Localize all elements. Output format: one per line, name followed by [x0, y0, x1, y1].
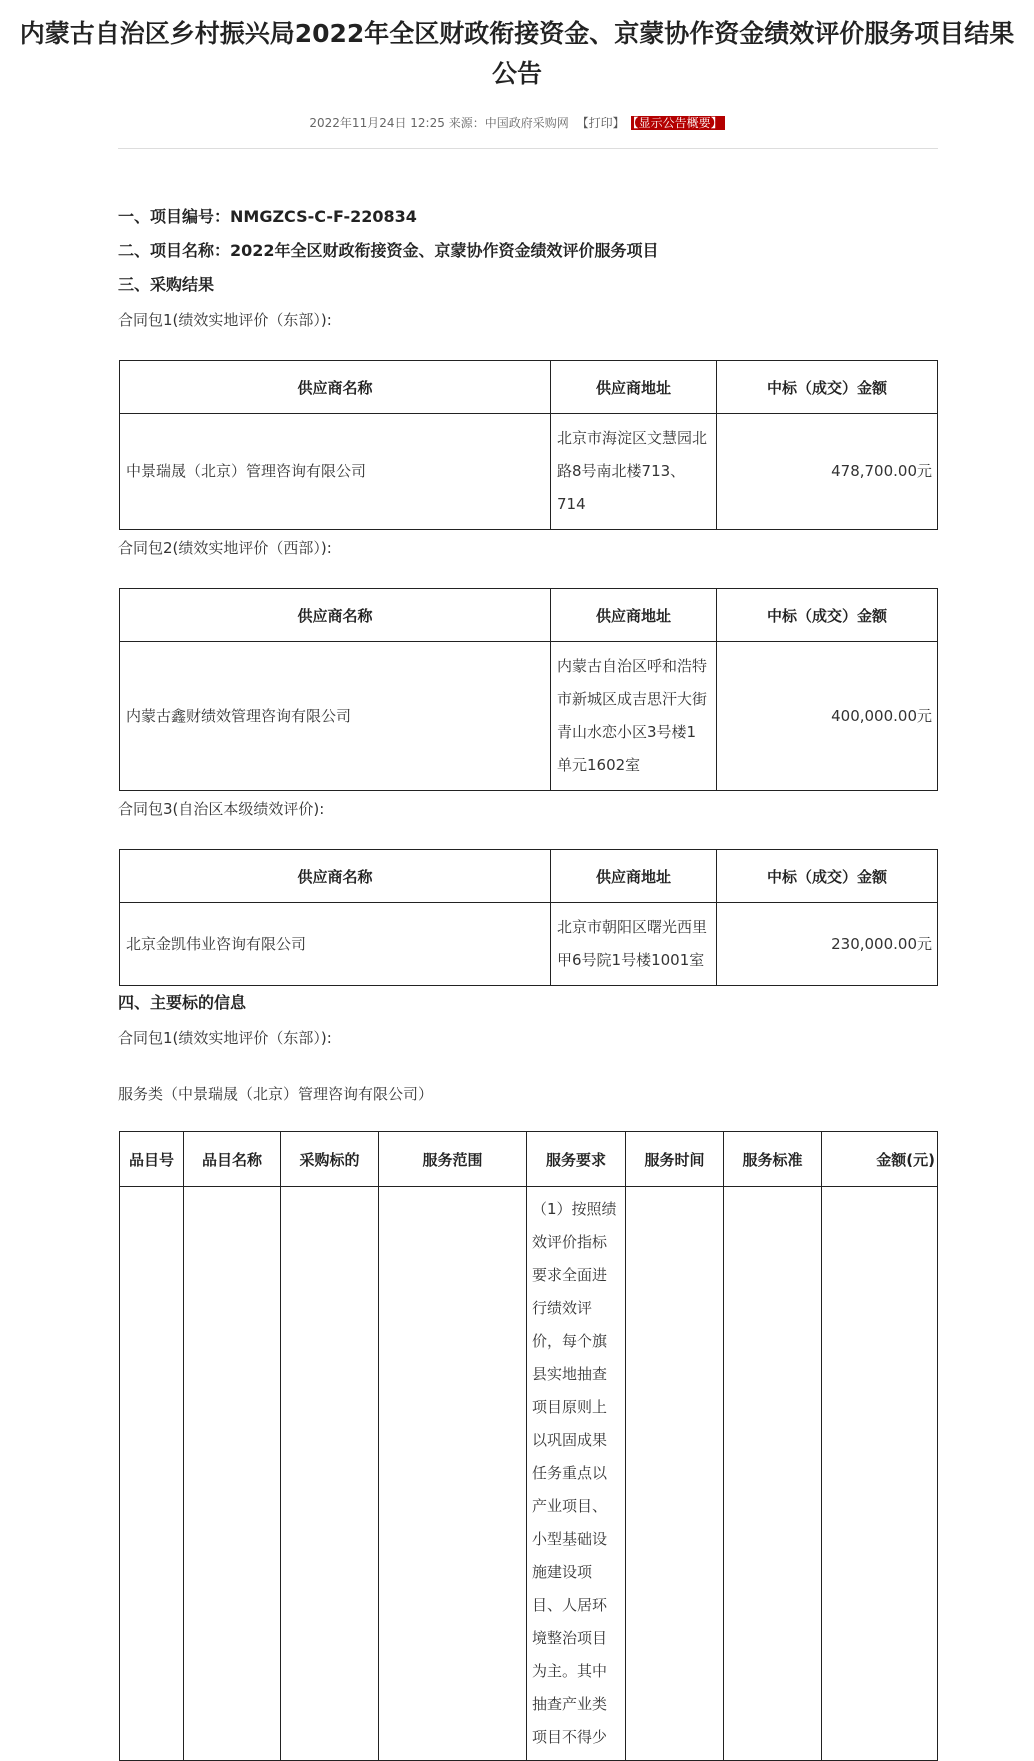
header-service-scope: 服务范围 — [379, 1132, 527, 1187]
package-3-label: 合同包3(自治区本级绩效评价): — [118, 800, 325, 818]
main-items-table — [119, 1131, 938, 1761]
package-3-result-table — [119, 849, 938, 986]
table-row — [120, 642, 938, 791]
header-supplier-address: 供应商地址 — [551, 589, 717, 642]
notice-meta — [0, 113, 1034, 133]
package-2-label: 合同包2(绩效实地评价（西部）): — [118, 539, 332, 557]
supplier-name: 北京金凯伟业咨询有限公司 — [120, 903, 551, 986]
service-scope-cell — [379, 1187, 527, 1761]
header-item-number: 品目号 — [120, 1132, 184, 1187]
procurement-result-heading: 三、采购结果 — [118, 275, 215, 294]
table-row — [120, 1187, 938, 1761]
main-item-info-heading: 四、主要标的信息 — [118, 993, 247, 1012]
package-1-result-table — [119, 360, 938, 530]
procurement-subject-cell — [281, 1187, 379, 1761]
page-title: 内蒙古自治区乡村振兴局2022年全区财政衔接资金、京蒙协作资金绩效评价服务项目结果公告 — [19, 19, 1015, 88]
service-requirement-cell: （1）按照绩效评价指标要求全面进行绩效评价，每个旗县实地抽查项目原则上以巩固成果任务重点以产业项目、小型基础设施建设项目、人居环境整治项目为主。其中抽查产业类项目不得少 — [527, 1187, 626, 1761]
project-number: 一、项目编号：NMGZCS-C-F-220834 — [118, 207, 417, 226]
publish-date: 2022年11月24日 12:25 — [309, 116, 445, 130]
header-supplier-name: 供应商名称 — [120, 361, 551, 414]
award-amount: 478,700.00元 — [717, 414, 938, 530]
item-number-cell — [120, 1187, 184, 1761]
print-link[interactable]: 【打印】 — [576, 116, 625, 130]
supplier-address: 内蒙古自治区呼和浩特市新城区成吉思汗大街青山水恋小区3号楼1单元1602室 — [551, 642, 717, 791]
table-header-row — [120, 361, 938, 414]
header-amount: 金额(元) — [822, 1132, 938, 1187]
package-1-label: 合同包1(绩效实地评价（东部）): — [118, 311, 332, 329]
header-service-requirement: 服务要求 — [527, 1132, 626, 1187]
table-row — [120, 903, 938, 986]
project-name: 二、项目名称：2022年全区财政衔接资金、京蒙协作资金绩效评价服务项目 — [118, 241, 659, 260]
notice-content — [118, 200, 940, 1761]
header-supplier-address: 供应商地址 — [551, 850, 717, 903]
source-label: 来源： — [448, 116, 485, 130]
header-divider — [118, 148, 938, 149]
header-supplier-name: 供应商名称 — [120, 589, 551, 642]
supplier-address: 北京市朝阳区曙光西里甲6号院1号楼1001室 — [551, 903, 717, 986]
header-item-name: 品目名称 — [184, 1132, 281, 1187]
supplier-address: 北京市海淀区文慧园北路8号南北楼713、714 — [551, 414, 717, 530]
table-header-row — [120, 1132, 938, 1187]
header-award-amount: 中标（成交）金额 — [717, 361, 938, 414]
service-time-cell — [626, 1187, 724, 1761]
header-supplier-name: 供应商名称 — [120, 850, 551, 903]
amount-cell — [822, 1187, 938, 1761]
header-supplier-address: 供应商地址 — [551, 361, 717, 414]
item-package-label: 合同包1(绩效实地评价（东部）): — [118, 1029, 332, 1047]
table-header-row — [120, 850, 938, 903]
package-2-result-table — [119, 588, 938, 791]
header-award-amount: 中标（成交）金额 — [717, 850, 938, 903]
table-row — [120, 414, 938, 530]
show-summary-button[interactable]: 【显示公告概要】 — [632, 116, 723, 130]
table-header-row — [120, 589, 938, 642]
award-amount: 400,000.00元 — [717, 642, 938, 791]
header-procurement-subject: 采购标的 — [281, 1132, 379, 1187]
supplier-name: 内蒙古鑫财绩效管理咨询有限公司 — [120, 642, 551, 791]
header-service-standard: 服务标准 — [724, 1132, 822, 1187]
service-standard-cell — [724, 1187, 822, 1761]
service-type-label: 服务类（中景瑞晟（北京）管理咨询有限公司） — [118, 1085, 434, 1103]
header-service-time: 服务时间 — [626, 1132, 724, 1187]
supplier-name: 中景瑞晟（北京）管理咨询有限公司 — [120, 414, 551, 530]
header-award-amount: 中标（成交）金额 — [717, 589, 938, 642]
item-name-cell — [184, 1187, 281, 1761]
award-amount: 230,000.00元 — [717, 903, 938, 986]
source-name: 中国政府采购网 — [484, 116, 569, 130]
